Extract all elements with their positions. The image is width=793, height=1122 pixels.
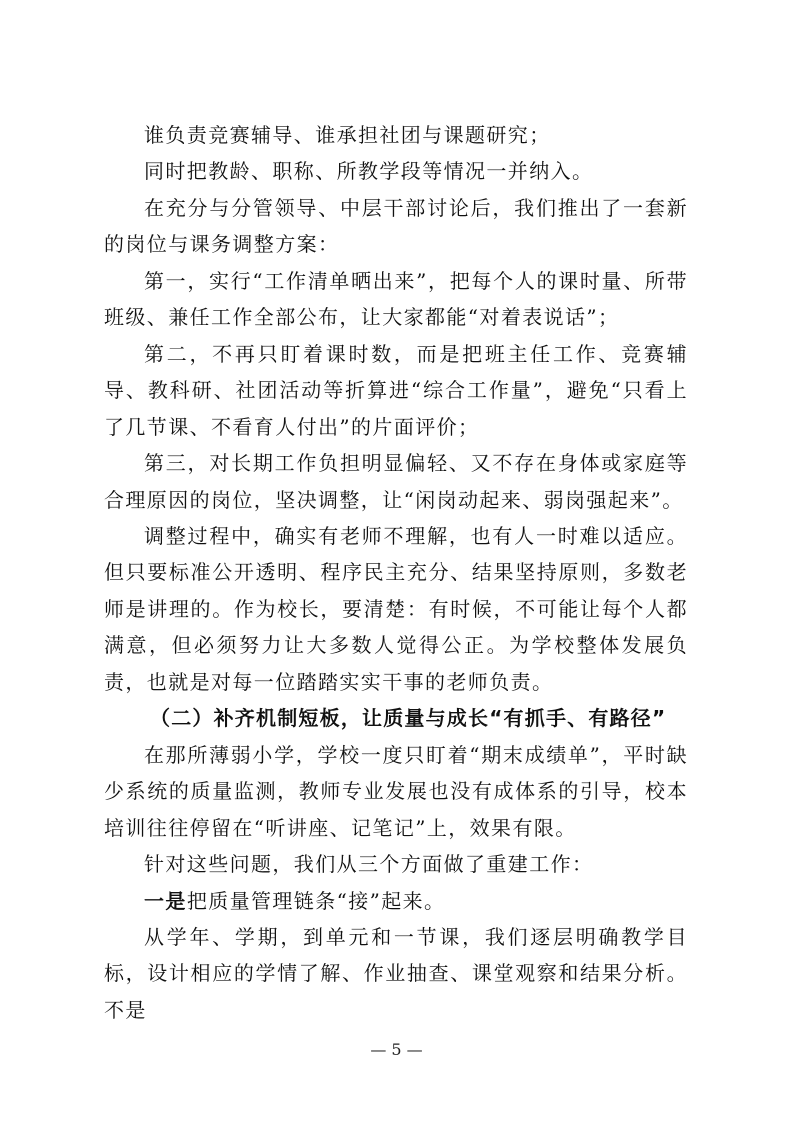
point-one-lead: 一是 bbox=[144, 888, 187, 913]
paragraph-weak-school: 在那所薄弱小学，学校一度只盯着“期末成绩单”，平时缺少系统的质量监测，教师专业发展也没有成体系的引导，校本培训往往停留在“听讲座、记笔记”上，效果有限。 bbox=[104, 742, 688, 840]
document-body bbox=[104, 117, 688, 1028]
paragraph-three-aspects: 针对这些问题，我们从三个方面做了重建工作： bbox=[144, 852, 594, 877]
section-heading: （二）补齐机制短板，让质量与成长“有抓手、有路径” bbox=[150, 706, 667, 731]
paragraph-second-measure: 第二，不再只盯着课时数，而是把班主任工作、竞赛辅导、教科研、社团活动等折算进“综合工作量”，避免“只看上了几节课、不看育人付出”的片面评价； bbox=[104, 341, 688, 439]
paragraph-point-one bbox=[104, 883, 688, 919]
paragraph-first-measure: 第一，实行“工作清单晒出来”，把每个人的课时量、所带班级、兼任工作全部公布，让大家都能“对着表说话”； bbox=[104, 268, 688, 330]
paragraph-teaching-goals: 从学年、学期，到单元和一节课，我们逐层明确教学目标，设计相应的学情了解、作业抽查、课堂观察和结果分析。不是 bbox=[104, 924, 688, 1022]
paragraph-competition-coaching: 谁负责竞赛辅导、谁承担社团与课题研究； bbox=[144, 123, 551, 147]
paragraph-third-measure: 第三，对长期工作负担明显偏轻、又不存在身体或家庭等合理原因的岗位，坚决调整，让“闲岗动起来、弱岗强起来”。 bbox=[104, 451, 688, 512]
page-number: — 5 — bbox=[370, 1040, 423, 1059]
paragraph-adjustment-process: 调整过程中，确实有老师不理解，也有人一时难以适应。但只要标准公开透明、程序民主充分、结果坚持原则，多数老师是讲理的。作为校长，要清楚：有时候，不可能让每个人都满意，但必须努力让大多数人觉得公正。为学校整体发展负责，也就是对每一位踏踏实实干事的老师负责。 bbox=[104, 523, 688, 694]
paragraph-seniority-titles: 同时把教龄、职称、所教学段等情况一并纳入。 bbox=[144, 159, 594, 184]
point-one-text: 把质量管理链条“接”起来。 bbox=[186, 888, 446, 913]
paragraph-adjustment-plan: 在充分与分管领导、中层干部讨论后，我们推出了一套新的岗位与课务调整方案： bbox=[104, 195, 688, 257]
